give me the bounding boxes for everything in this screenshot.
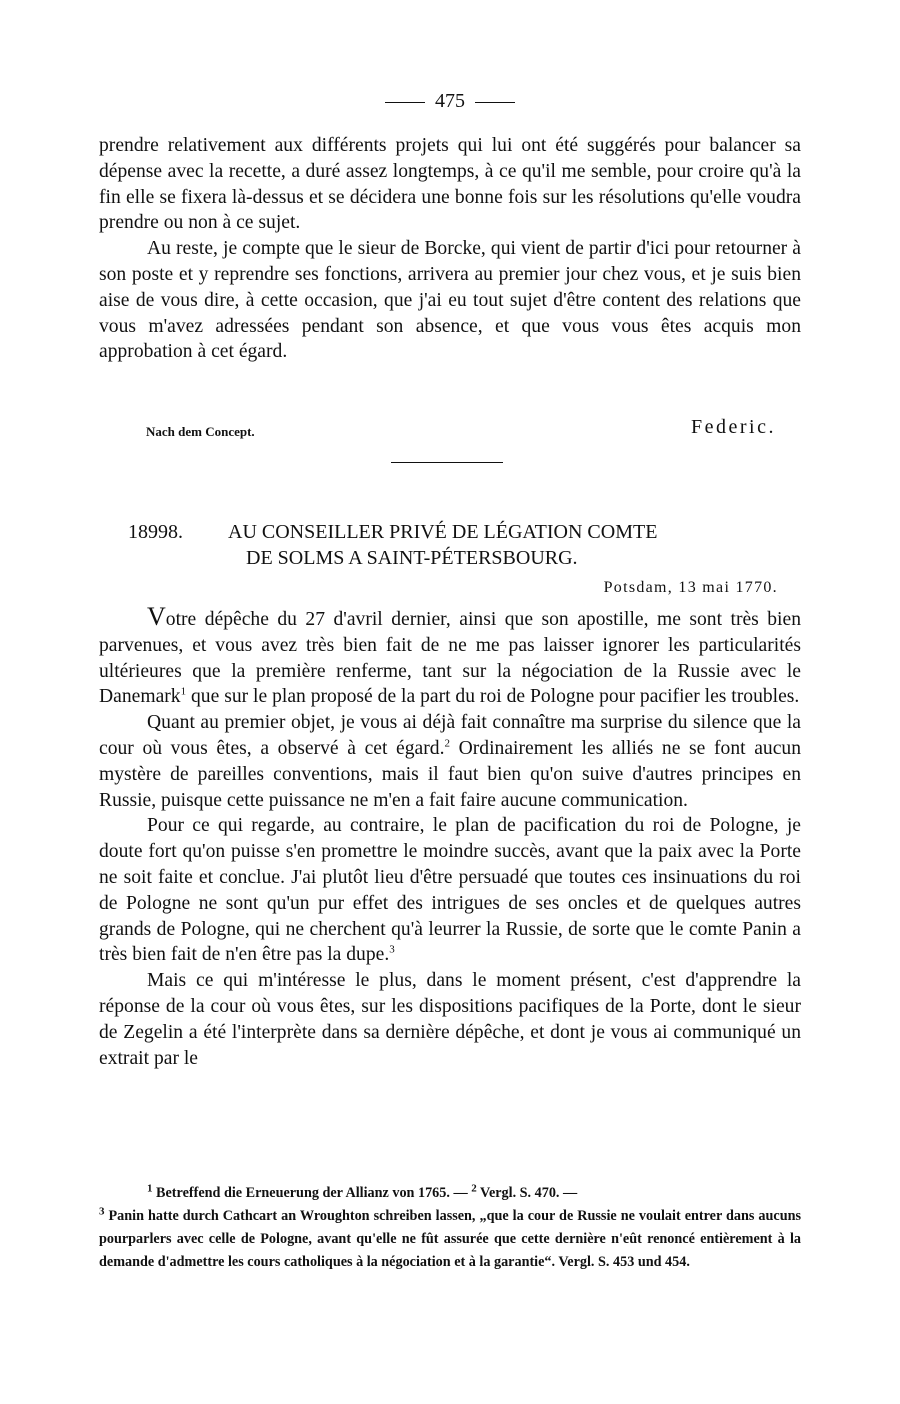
letter-paragraph-1-text-b: que sur le plan proposé de la part du roi de Pologne pour pacifier les troubles. xyxy=(186,686,800,708)
footnote-1-mark: 1 xyxy=(147,1182,153,1195)
footnotes-line-1 xyxy=(99,1182,801,1205)
closing-paragraph: Au reste, je compte que le sieur de Borcke, qui vient de partir d'ici pour retourner à son poste et y reprendre ses fonctions, arrivera au premier jour chez vous, et je suis bien aise de vous dire, à cette occasion, que j'ai eu tout sujet d'être content des relations que vous m'avez adressées pendant son absence, et que vous vous êtes acquis mon approbation à cet égard. xyxy=(99,238,801,363)
letter-paragraph-3-text: Pour ce qui regarde, au contraire, le plan de pacification du roi de Pologne, je doute fort qu'on puisse s'en promettre le moindre succès, avant que la paix avec la Porte ne soit faite et conclue. J'ai plutôt lieu d'être persuadé que toutes ces insinuations du roi de Pologne ne sont qu'un pur effet des intrigues de ses oncles et de quelques autres grands de Pologne, qui ne cherchent qu'à leurrer la Russie, de sorte que le comte Panin a très bien fait de n'en être pas la dupe. xyxy=(99,815,801,966)
initial-letter: V xyxy=(147,602,166,631)
letter-paragraph-2-text-b: Ordinairement les alliés ne se font aucun mystère de pareilles conventions, mais il faut bien qu'on suive d'autres principes en Russie, puisque cette puissance ne m'en a fait faire aucune communication. xyxy=(99,737,801,811)
footnotes xyxy=(99,1182,801,1274)
footnote-ref-2: 2 xyxy=(444,737,450,750)
source-note: Nach dem Concept. xyxy=(146,424,255,439)
continuation-paragraph: prendre relativement aux différents projets qui lui ont été suggérés pour balancer sa dépense avec la recette, a duré assez longtemps, à ce qu'il me semble, pour croire qu'à la fin elle se fixera là-dessus et se décidera une bonne fois sur les résolutions qu'elle voudra prendre ou non à ce sujet. xyxy=(99,135,801,234)
letter-body xyxy=(99,604,801,1071)
footnote-ref-3: 3 xyxy=(389,943,395,956)
heading-line-2: DE SOLMS A SAINT-PÉTERSBOURG. xyxy=(246,547,578,569)
dateline: Potsdam, 13 mai 1770. xyxy=(603,579,778,596)
page-number-dash-right xyxy=(475,102,515,103)
signature: Federic. xyxy=(691,416,776,438)
page-number-text: 475 xyxy=(435,90,465,112)
letter-paragraph-1 xyxy=(99,604,801,710)
letter-paragraph-1-text-a: otre dépêche du 27 d'avril dernier, ainsi que son apostille, me sont très bien parvenues, et vous avez très bien fait de ne me pas laisser ignorer les particularités ultérieures que la première renferme, tant sur la négociation de la Russie avec le Danemark xyxy=(99,609,801,708)
footnote-ref-1: 1 xyxy=(180,685,187,698)
footnote-1: Betreffend die Erneuerung der Allianz von 1765. — xyxy=(156,1185,468,1201)
section-divider xyxy=(391,462,503,463)
page-number-dash-left xyxy=(385,102,425,103)
letter-number: 18998. xyxy=(128,521,183,543)
footnote-3-mark: 3 xyxy=(99,1205,105,1218)
heading-line-1: AU CONSEILLER PRIVÉ DE LÉGATION COMTE xyxy=(228,521,658,543)
footnote-2: Vergl. S. 470. — xyxy=(480,1185,578,1201)
continuation-block xyxy=(99,133,801,365)
page-number xyxy=(0,88,900,114)
letter-paragraph-3 xyxy=(99,813,801,968)
signature-row xyxy=(146,416,776,442)
footnote-3-paragraph xyxy=(99,1205,801,1274)
letter-paragraph-4: Mais ce qui m'intéresse le plus, dans le moment présent, c'est d'apprendre la réponse de la cour où vous êtes, sur les dispositions pacifiques de la Porte, dont le sieur de Zegelin a été l'interprète dans sa dernière dépêche, et dont je vous ai communiqué un extrait par le xyxy=(99,970,801,1069)
footnote-3: Panin hatte durch Cathcart an Wroughton schreiben lassen, „que la cour de Russie ne voulait entrer dans aucuns pourparlers avec celle de Pologne, avant qu'elle ne fût assurée que cette dernière n'eût renoncé entièrement à la demande d'admettre les cours catholiques à la négociation et à la garantie“. Vergl. S. 453 und 454. xyxy=(99,1208,801,1270)
footnote-2-mark: 2 xyxy=(471,1182,477,1195)
letter-paragraph-2-text-a: Quant au premier objet, je vous ai déjà fait connaître ma surprise du silence que la cour où vous êtes, a observé à cet égard. xyxy=(99,712,801,759)
letter-paragraph-2 xyxy=(99,710,801,813)
